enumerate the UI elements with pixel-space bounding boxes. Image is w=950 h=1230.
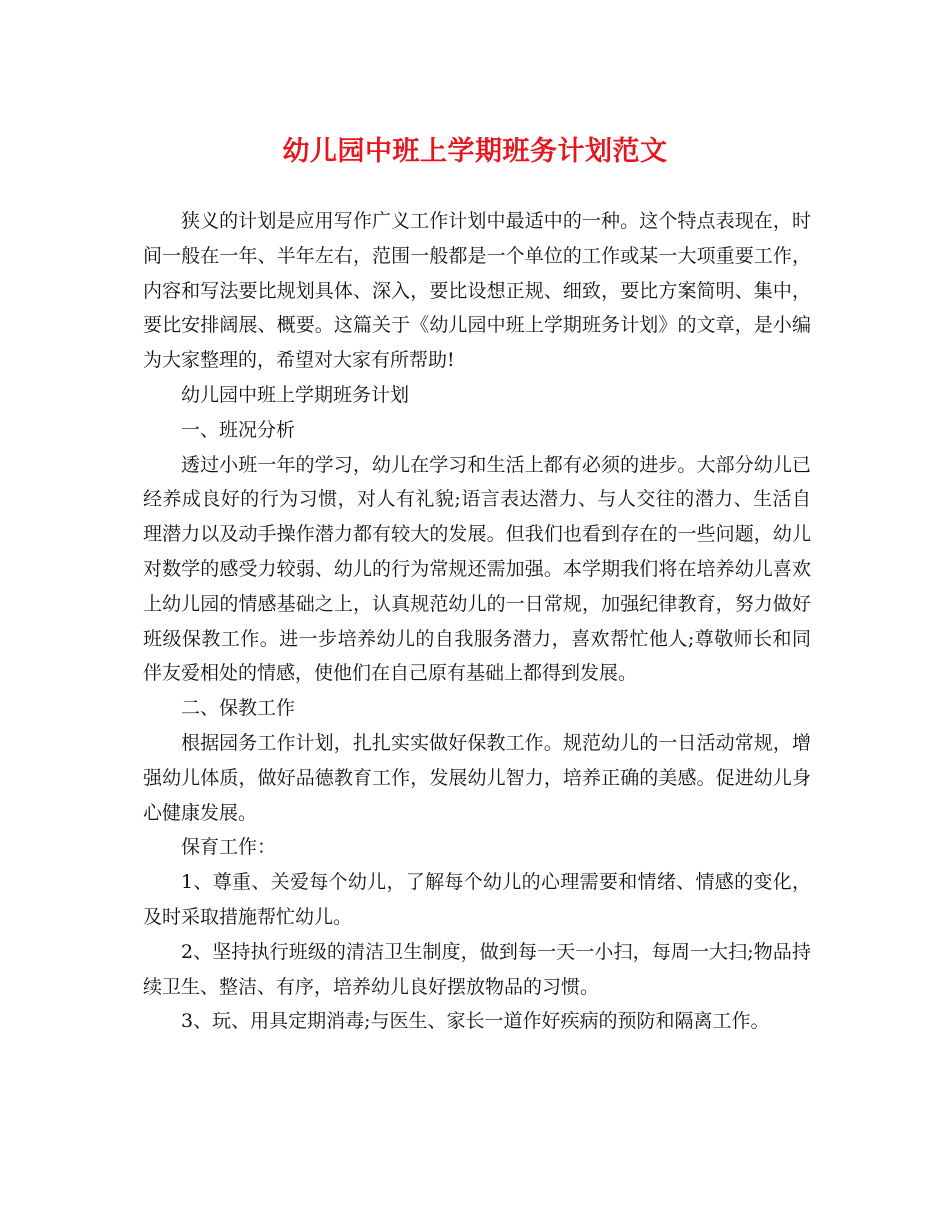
document-body — [143, 204, 811, 1039]
paragraph-class-analysis: 透过小班一年的学习，幼儿在学习和生活上都有必须的进步。大部分幼儿已经养成良好的行为习惯，对人有礼貌;语言表达潜力、与人交往的潜力、生活自理潜力以及动手操作潜力都有较大的发展。但我们也看到存在的一些问题，幼儿对数学的感受力较弱、幼儿的行为常规还需加强。本学期我们将在培养幼儿喜欢上幼儿园的情感基础之上，认真规范幼儿的一日常规，加强纪律教育，努力做好班级保教工作。进一步培养幼儿的自我服务潜力，喜欢帮忙他人;尊敬师长和同伴友爱相处的情感，使他们在自己原有基础上都得到发展。 — [143, 453, 811, 685]
list-item-2: 2、坚持执行班级的清洁卫生制度，做到每一天一小扫，每周一大扫;物品持续卫生、整洁、有序，培养幼儿良好摆放物品的习惯。 — [143, 940, 811, 998]
section-heading-care-education: 二、保教工作 — [181, 697, 296, 720]
document-title: 幼儿园中班上学期班务计划范文 — [282, 136, 668, 167]
list-item-1: 1、尊重、关爱每个幼儿，了解每个幼儿的心理需要和情绪、情感的变化，及时采取措施帮忙幼儿。 — [143, 871, 811, 928]
section-heading-class-analysis: 一、班况分析 — [181, 418, 296, 441]
subheading-nursing-work: 保育工作： — [181, 836, 277, 859]
paragraph-intro: 狭义的计划是应用写作广义工作计划中最适中的一种。这个特点表现在，时间一般在一年、半年左右，范围一般都是一个单位的工作或某一大项重要工作，内容和写法要比规划具体、深入，要比设想正规、细致，要比方案简明、集中，要比安排阔展、概要。这篇关于《幼儿园中班上学期班务计划》的文章，是小编为大家整理的，希望对大家有所帮助! — [143, 210, 811, 372]
list-item-3: 3、玩、用具定期消毒;与医生、家长一道作好疾病的预防和隔离工作。 — [181, 1010, 770, 1033]
paragraph-subtitle: 幼儿园中班上学期班务计划 — [181, 383, 410, 406]
paragraph-care-education: 根据园务工作计划，扎扎实实做好保教工作。规范幼儿的一日活动常规，增强幼儿体质，做好品德教育工作，发展幼儿智力，培养正确的美感。促进幼儿身心健康发展。 — [143, 731, 811, 824]
